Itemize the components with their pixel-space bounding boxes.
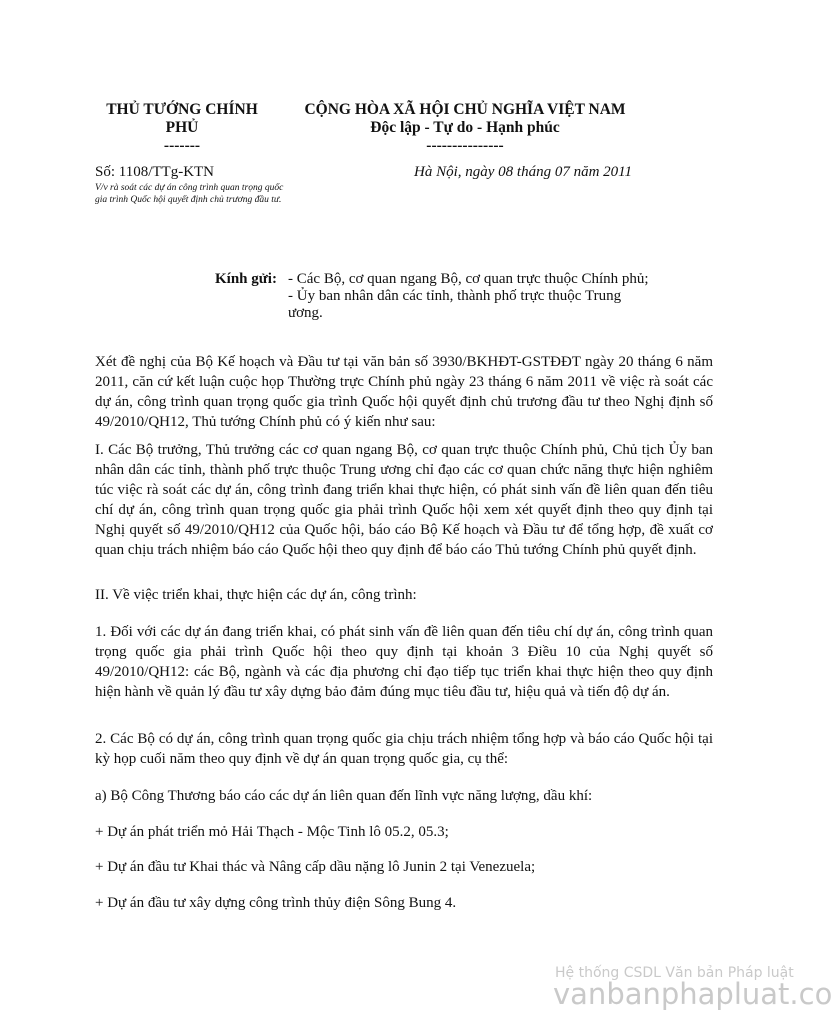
project-list-item: + Dự án đầu tư Khai thác và Nâng cấp dầu nặng lô Junin 2 tại Venezuela;: [95, 859, 536, 875]
watermark-caption: Hệ thống CSDL Văn bản Pháp luật: [555, 965, 794, 981]
project-list-item: + Dự án phát triển mỏ Hải Thạch - Mộc Tinh lô 05.2, 05.3;: [95, 824, 449, 840]
document-number: Số: 1108/TTg-KTN: [95, 164, 215, 180]
paragraph-item-2: 2. Các Bộ có dự án, công trình quan trọng quốc gia chịu trách nhiệm tổng hợp và báo cáo Quốc hội tại kỳ họp cuối năm theo quy định về dự án quan trọng quốc gia, cụ thể:: [95, 731, 713, 767]
national-motto-rule: ---------------: [426, 137, 504, 154]
document-subject: V/v rà soát các dự án công trình quan trọng quốc gia trình Quốc hội quyết định chủ trương đầu tư.: [95, 183, 284, 205]
paragraph-intro: Xét đề nghị của Bộ Kế hoạch và Đầu tư tại văn bản số 3930/BKHĐT-GSTĐĐT ngày 20 tháng 6 năm 2011, căn cứ kết luận cuộc họp Thường trực Chính phủ ngày 23 tháng 6 năm 2011 về việc rà soát các dự án, công trình quan trọng quốc gia trình Quốc hội quyết định chủ trương đầu tư theo Nghị định số 49/2010/QH12, Thủ tướng Chính phủ có ý kiến như sau:: [95, 354, 713, 430]
project-list-item: + Dự án đầu tư xây dựng công trình thủy điện Sông Bung 4.: [95, 895, 457, 911]
issuing-authority-line1: THỦ TƯỚNG CHÍNH: [106, 101, 258, 118]
national-motto: [290, 101, 640, 155]
recipients-label: Kính gửi:: [215, 271, 277, 287]
date-line: Hà Nội, ngày 08 tháng 07 năm 2011: [414, 164, 633, 180]
recipient-item: - Ủy ban nhân dân các tỉnh, thành phố trực thuộc Trung ương.: [288, 288, 622, 321]
paragraph-section-2-heading: II. Về việc triển khai, thực hiện các dự án, công trình:: [95, 587, 417, 603]
recipients-list: [288, 271, 653, 322]
national-motto-line1: CỘNG HÒA XÃ HỘI CHỦ NGHĨA VIỆT NAM: [304, 101, 626, 118]
issuing-authority-line2: PHỦ: [165, 119, 199, 136]
recipient-item: - Các Bộ, cơ quan ngang Bộ, cơ quan trực thuộc Chính phủ;: [288, 271, 649, 287]
issuing-authority: [92, 101, 272, 155]
paragraph-item-2a: a) Bộ Công Thương báo cáo các dự án liên quan đến lĩnh vực năng lượng, dầu khí:: [95, 788, 593, 804]
national-motto-line2: Độc lập - Tự do - Hạnh phúc: [370, 119, 560, 136]
paragraph-section-1: I. Các Bộ trưởng, Thủ trưởng các cơ quan ngang Bộ, cơ quan trực thuộc Chính phủ, Chủ tịch Ủy ban nhân dân các tỉnh, thành phố trực thuộc Trung ương chỉ đạo các cơ quan chức năng thực hiện nghiêm túc việc rà soát các dự án, công trình đang triển khai thực hiện, có phát sinh vấn đề liên quan đến tiêu chí dự án, công trình quan trọng quốc gia phải trình Quốc hội xem xét quyết định theo quy định tại Nghị quyết số 49/2010/QH12 của Quốc hội, báo cáo Bộ Kế hoạch và Đầu tư để tổng hợp, đề xuất cơ quan chịu trách nhiệm báo cáo Quốc hội theo quy định để báo cáo Thủ tướng Chính phủ quyết định.: [95, 442, 713, 558]
paragraph-item-1: 1. Đối với các dự án đang triển khai, có phát sinh vấn đề liên quan đến tiêu chí dự án, công trình quan trọng quốc gia phải trình Quốc hội theo quy định tại khoản 3 Điều 10 của Nghị quyết số 49/2010/QH12: các Bộ, ngành và các địa phương chỉ đạo tiếp tục triển khai thực hiện theo quy định hiện hành về quản lý đầu tư xây dựng bảo đảm đúng mục tiêu đầu tư, hiệu quả và tiến độ dự án.: [95, 624, 713, 700]
watermark-site: vanbanphapluat.co: [553, 977, 832, 1011]
issuing-authority-rule: -------: [163, 137, 201, 154]
